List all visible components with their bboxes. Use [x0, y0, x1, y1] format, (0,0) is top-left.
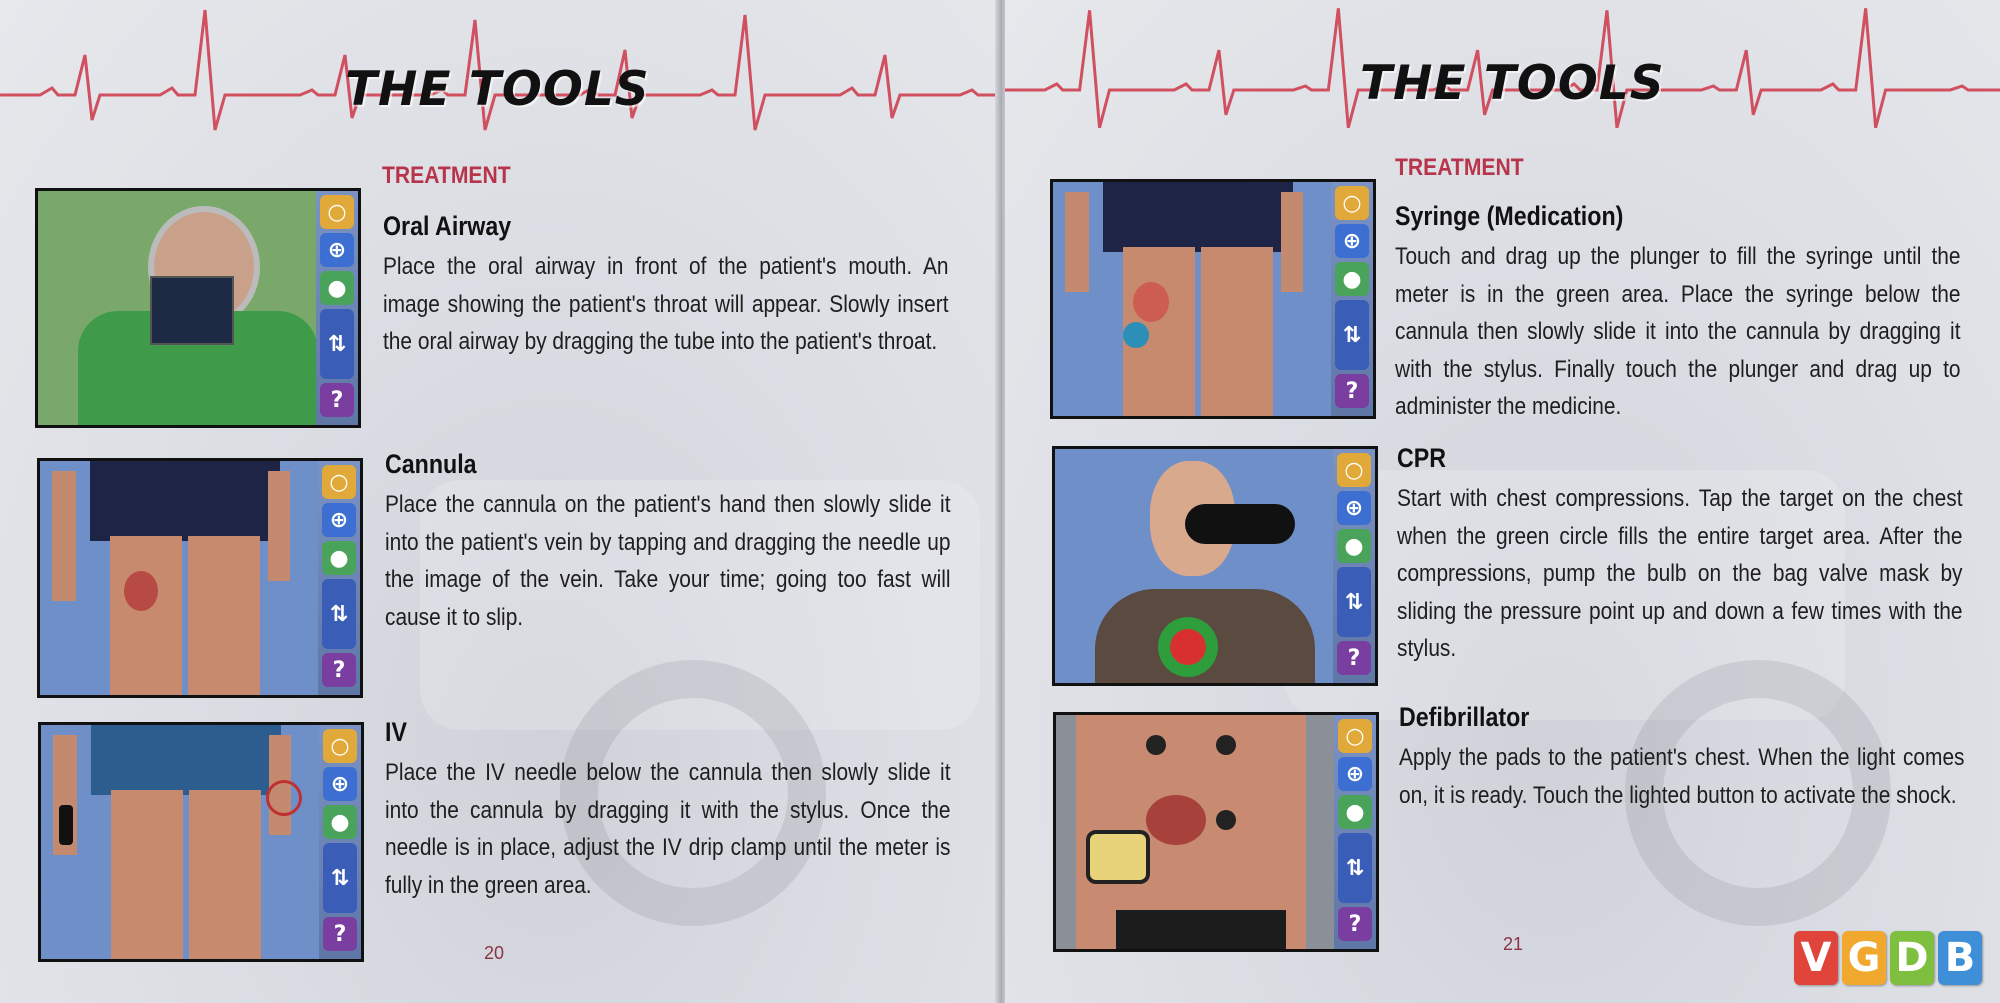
help-icon: ?	[1337, 641, 1371, 675]
item-text: Place the cannula on the patient's hand then slowly slide it into the patient's vein by tapping and dragging the needle up the image of the vein. Take your time; going too fast will cause it to slip.	[385, 491, 951, 631]
right-page	[1005, 0, 2000, 1003]
cannula-screenshot	[37, 458, 363, 698]
item-text: Place the IV needle below the cannula then slowly slide it into the cannula by dragging it with the stylus. Once the needle is in place, adjust the IV drip clamp until the meter is fully in the green area.	[385, 759, 951, 899]
arrows-icon: ⇅	[1337, 567, 1371, 637]
watermark-letter: V	[1794, 931, 1838, 985]
arrows-icon: ⇅	[1335, 300, 1369, 370]
lightbulb-icon: ○	[1335, 186, 1369, 220]
page-number-left: 20	[484, 943, 505, 963]
lightbulb-icon: ○	[323, 729, 357, 763]
item-text: Apply the pads to the patient's chest. When the light comes on, it is ready. Touch the lighted button to activate the shock.	[1399, 744, 1965, 809]
help-icon: ?	[1338, 907, 1372, 941]
plus-icon: ⊕	[1335, 224, 1369, 258]
plus-icon: ⊕	[323, 767, 357, 801]
vgdb-watermark	[1794, 931, 1982, 985]
item-heading: Defibrillator	[1399, 702, 1530, 732]
person-icon: ●	[320, 271, 354, 305]
arrows-icon: ⇅	[1338, 833, 1372, 903]
syringe-screenshot	[1050, 179, 1376, 419]
item-text: Start with chest compressions. Tap the target on the chest when the green circle fills the entire target area. After the compressions, pump the bulb on the bag valve mask by sliding the pressure point up and down a few times with the stylus.	[1397, 485, 1963, 662]
section-heading-right: TREATMENT	[1395, 154, 1524, 181]
plus-icon: ⊕	[1338, 757, 1372, 791]
watermark-letter: D	[1890, 931, 1934, 985]
plus-icon: ⊕	[1337, 491, 1371, 525]
section-heading-left: TREATMENT	[382, 162, 511, 189]
lightbulb-icon: ○	[1338, 719, 1372, 753]
watermark-letter: B	[1938, 931, 1982, 985]
lightbulb-icon: ○	[320, 195, 354, 229]
plus-icon: ⊕	[320, 233, 354, 267]
item-syringe	[1395, 201, 1961, 426]
person-icon: ●	[323, 805, 357, 839]
arrows-icon: ⇅	[320, 309, 354, 379]
item-text: Touch and drag up the plunger to fill the syringe until the meter is in the green area. Place the syringe below the cannula then slowly slide it into the cannula by dragging it with the stylus. Finally touch the plunger and drag up to administer the medicine.	[1395, 243, 1961, 420]
item-text: Place the oral airway in front of the patient's mouth. An image showing the patient's throat will appear. Slowly insert the oral airway by dragging the tube into the patient's throat.	[383, 253, 949, 355]
person-icon: ●	[1335, 262, 1369, 296]
person-icon: ●	[1337, 529, 1371, 563]
arrows-icon: ⇅	[323, 843, 357, 913]
item-defibrillator	[1399, 702, 1965, 814]
page-title-right: THE TOOLS	[1360, 56, 1665, 111]
oral-airway-screenshot	[35, 188, 361, 428]
help-icon: ?	[320, 383, 354, 417]
help-icon: ?	[322, 653, 356, 687]
defibrillator-screenshot	[1053, 712, 1379, 952]
item-iv	[385, 717, 951, 904]
iv-screenshot	[38, 722, 364, 962]
item-heading: Cannula	[385, 449, 477, 479]
item-heading: CPR	[1397, 443, 1447, 473]
item-oral-airway	[383, 211, 949, 361]
person-icon: ●	[1338, 795, 1372, 829]
item-heading: Syringe (Medication)	[1395, 201, 1624, 231]
person-icon: ●	[322, 541, 356, 575]
watermark-letter: G	[1842, 931, 1886, 985]
item-cannula	[385, 449, 951, 636]
arrows-icon: ⇅	[322, 579, 356, 649]
item-heading: Oral Airway	[383, 211, 512, 241]
plus-icon: ⊕	[322, 503, 356, 537]
item-cpr	[1397, 443, 1963, 668]
lightbulb-icon: ○	[1337, 453, 1371, 487]
help-icon: ?	[1335, 374, 1369, 408]
item-heading: IV	[385, 717, 407, 747]
page-number-right: 21	[1503, 934, 1524, 954]
page-title-left: THE TOOLS	[345, 62, 650, 117]
help-icon: ?	[323, 917, 357, 951]
lightbulb-icon: ○	[322, 465, 356, 499]
cpr-screenshot	[1052, 446, 1378, 686]
